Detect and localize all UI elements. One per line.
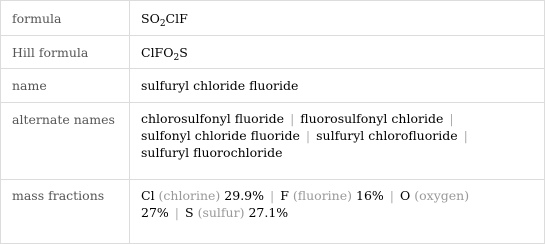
alternate-names-row	[1, 103, 545, 180]
element-symbol: S	[185, 205, 194, 220]
hill-formula-value	[130, 36, 545, 69]
alternate-name: fluorosulfonyl chloride	[300, 111, 444, 126]
hill-formula-label: Hill formula	[1, 36, 130, 69]
name-value: sulfuryl chloride fluoride	[130, 69, 545, 103]
element-percent: 16%	[356, 188, 384, 203]
alternate-names-label: alternate names	[1, 103, 130, 180]
mass-fractions-label: mass fractions	[1, 180, 130, 244]
element-percent: 27%	[141, 205, 169, 220]
element-symbol: Cl	[141, 188, 155, 203]
element-percent: 29.9%	[224, 188, 265, 203]
formula-row	[1, 1, 545, 36]
element-symbol: O	[400, 188, 411, 203]
formula-part: SO	[141, 10, 160, 26]
separator: |	[389, 188, 395, 203]
separator: |	[463, 128, 468, 143]
formula-label: formula	[1, 1, 130, 36]
formula-part: ClF	[165, 10, 188, 26]
mass-fractions-row	[1, 180, 545, 244]
element-symbol: F	[280, 188, 289, 203]
mass-fractions-value	[130, 180, 545, 244]
element-name: (oxygen)	[414, 188, 470, 203]
name-row	[1, 69, 545, 103]
alternate-names-value	[130, 103, 545, 180]
hill-part: S	[179, 44, 188, 60]
alternate-name: sulfonyl chloride fluoride	[141, 128, 300, 143]
separator: |	[290, 111, 295, 126]
separator: |	[174, 205, 180, 220]
formula-value	[130, 1, 545, 36]
hill-subscript: 2	[173, 52, 180, 63]
separator: |	[305, 128, 311, 143]
hill-formula-row	[1, 36, 545, 69]
alternate-name: chlorosulfonyl fluoride	[141, 111, 285, 126]
separator: |	[270, 188, 275, 203]
element-name: (fluorine)	[292, 188, 352, 203]
alternate-name: sulfuryl chlorofluoride	[316, 128, 458, 143]
separator: |	[449, 111, 454, 126]
formula-subscript: 2	[159, 18, 166, 29]
element-percent: 27.1%	[248, 205, 289, 220]
hill-part: ClFO	[141, 44, 174, 60]
name-label: name	[1, 69, 130, 103]
alternate-name: sulfuryl fluorochloride	[141, 145, 283, 160]
element-name: (sulfur)	[197, 205, 245, 220]
element-name: (chlorine)	[158, 188, 221, 203]
